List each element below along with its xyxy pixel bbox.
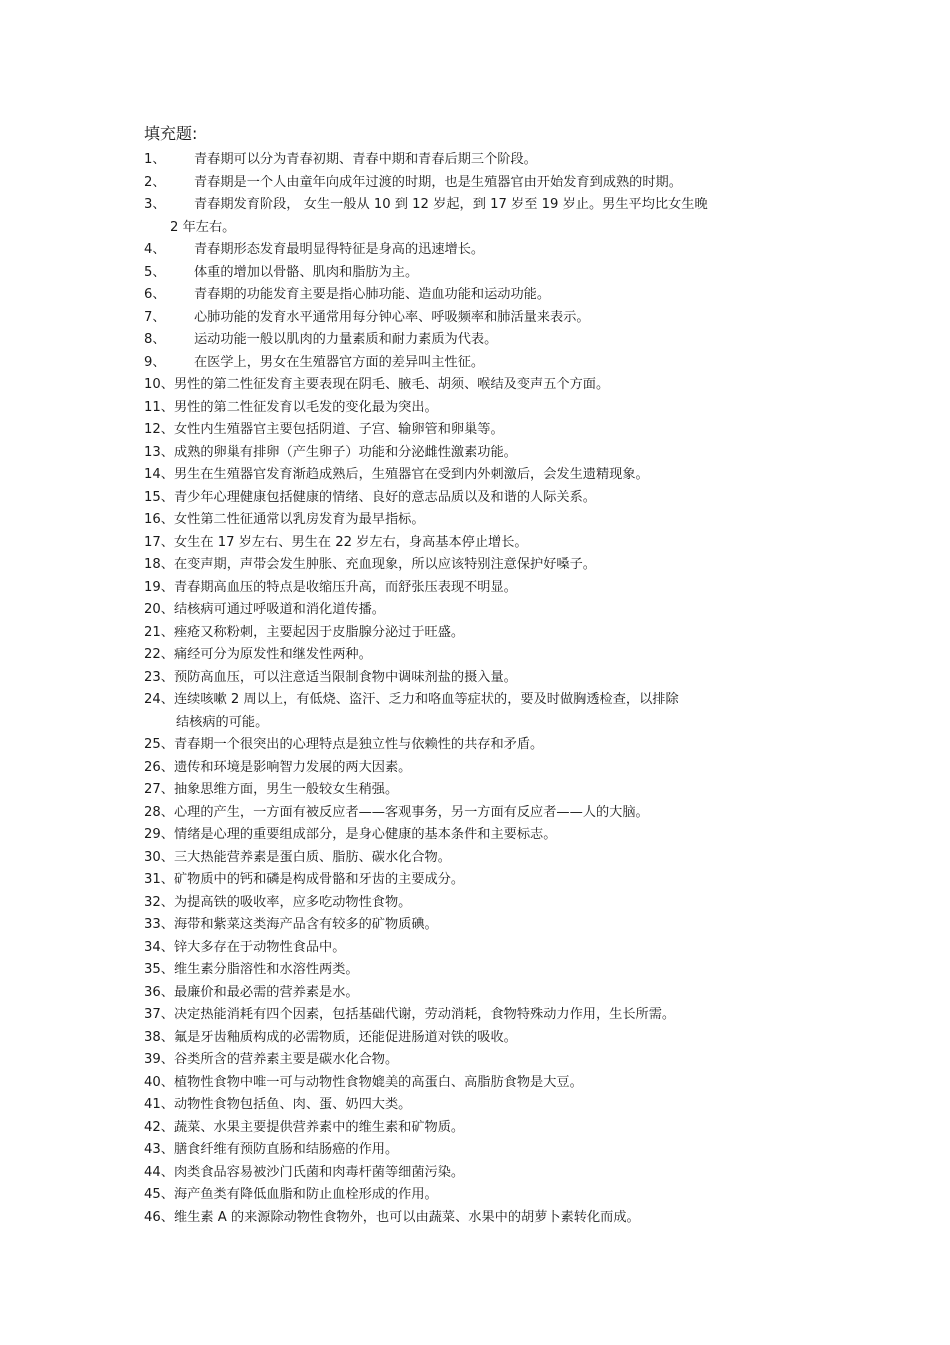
- question-item: [144, 194, 804, 217]
- question-number: 26、: [144, 759, 174, 775]
- question-text: 心肺功能的发育水平通常用每分钟心率、呼吸频率和肺活量来表示。: [194, 309, 590, 325]
- question-number: 25、: [144, 737, 174, 752]
- question-text: 三大热能营养素是蛋白质、脂肪、碳水化合物。: [173, 849, 451, 865]
- question-number: 12、: [144, 422, 174, 437]
- question-item: [144, 577, 804, 600]
- question-text: 痤疮又称粉刺，主要起因于皮脂腺分泌过于旺盛。: [173, 624, 465, 640]
- question-text: 为提高铁的吸收率，应多吃动物性食物。: [173, 894, 412, 910]
- question-text: 运动功能一般以肌肉的力量素质和耐力素质为代表。: [194, 332, 498, 347]
- question-item: [144, 532, 804, 555]
- question-number: 30、: [144, 849, 174, 865]
- question-item: [144, 1004, 804, 1027]
- question-text: 连续咳嗽 2 周以上，有低烧、盗汗、乏力和咯血等症状的，要及时做胸透检查，以排除: [173, 692, 679, 707]
- question-item: [144, 329, 804, 352]
- question-number: 9、: [144, 354, 166, 370]
- question-number: 45、: [144, 1187, 174, 1202]
- question-item: [144, 982, 804, 1005]
- question-text: 男性的第二性征发育以毛发的变化最为突出。: [173, 399, 438, 415]
- question-item: [144, 442, 804, 465]
- question-item: [144, 307, 804, 330]
- question-number: 34、: [144, 939, 174, 955]
- question-number: 33、: [144, 917, 174, 932]
- question-number: 31、: [144, 872, 174, 887]
- question-text: 遗传和环境是影响智力发展的两大因素。: [173, 759, 412, 775]
- question-item: [144, 847, 804, 870]
- question-number: 3、: [144, 197, 166, 212]
- question-text: 锌大多存在于动物性食品中。: [173, 939, 346, 955]
- question-item: [144, 554, 804, 577]
- question-number: 42、: [144, 1119, 174, 1135]
- question-item: [144, 802, 804, 825]
- question-item: [144, 824, 804, 847]
- question-item: [144, 352, 804, 375]
- question-item: [144, 397, 804, 420]
- question-text: 体重的增加以骨骼、肌肉和脂肪为主。: [194, 264, 419, 280]
- question-number: 17、: [144, 534, 174, 550]
- question-item: [144, 689, 804, 712]
- question-item: [144, 667, 804, 690]
- question-item: [144, 599, 804, 622]
- question-continuation: 2 年左右。: [170, 219, 236, 235]
- question-text: 氟是牙齿釉质构成的必需物质，还能促进肠道对铁的吸收。: [173, 1029, 517, 1045]
- question-number: 24、: [144, 692, 174, 707]
- question-text: 青春期是一个人由童年向成年过渡的时期，也是生殖器官由开始发育到成熟的时期。: [194, 174, 682, 190]
- question-number: 11、: [144, 399, 174, 415]
- question-text: 青春期高血压的特点是收缩压升高，而舒张压表现不明显。: [173, 579, 517, 595]
- question-number: 10、: [144, 377, 174, 392]
- question-number: 7、: [144, 309, 166, 325]
- question-continuation: 结核病的可能。: [176, 714, 269, 730]
- question-text: 决定热能消耗有四个因素，包括基础代谢，劳动消耗，食物特殊动力作用，生长所需。: [173, 1007, 676, 1022]
- question-number: 43、: [144, 1142, 174, 1157]
- question-text: 蔬菜、水果主要提供营养素中的维生素和矿物质。: [173, 1119, 465, 1135]
- question-text: 在变声期，声带会发生肿胀、充血现象，所以应该特别注意保护好嗓子。: [173, 557, 596, 572]
- question-number: 40、: [144, 1074, 174, 1090]
- question-list: [144, 149, 804, 1229]
- question-text: 抽象思维方面，男生一般较女生稍强。: [173, 782, 399, 797]
- question-text: 预防高血压，可以注意适当限制食物中调味剂盐的摄入量。: [173, 669, 517, 685]
- question-text: 海产鱼类有降低血脂和防止血栓形成的作用。: [173, 1187, 438, 1202]
- question-text: 青春期可以分为青春初期、青春中期和青春后期三个阶段。: [194, 152, 537, 167]
- question-text: 最廉价和最必需的营养素是水。: [173, 984, 359, 1000]
- question-number: 35、: [144, 962, 174, 977]
- question-item: [144, 892, 804, 915]
- question-number: 4、: [144, 242, 166, 257]
- question-number: 6、: [144, 287, 166, 302]
- question-text: 植物性食物中唯一可与动物性食物媲美的高蛋白、高脂肪食物是大豆。: [173, 1074, 583, 1090]
- question-item: [144, 149, 804, 172]
- question-text: 在医学上，男女在生殖器官方面的差异叫主性征。: [194, 354, 485, 370]
- question-number: 8、: [144, 332, 166, 347]
- question-text: 女性内生殖器官主要包括阴道、子宫、输卵管和卵巢等。: [173, 422, 504, 437]
- question-number: 32、: [144, 894, 174, 910]
- question-item: [144, 1027, 804, 1050]
- question-number: 18、: [144, 557, 174, 572]
- question-text: 维生素 A 的来源除动物性食物外，也可以由蔬菜、水果中的胡萝卜素转化而成。: [173, 1209, 640, 1225]
- question-number: 38、: [144, 1029, 174, 1045]
- question-item: [144, 757, 804, 780]
- question-number: 36、: [144, 984, 174, 1000]
- question-text: 肉类食品容易被沙门氏菌和肉毒杆菌等细菌污染。: [173, 1164, 465, 1180]
- question-item: [144, 1117, 804, 1140]
- question-item: [144, 419, 804, 442]
- question-text: 痛经可分为原发性和继发性两种。: [173, 647, 372, 662]
- question-item: [144, 464, 804, 487]
- question-item: [144, 1049, 804, 1072]
- question-number: 1、: [144, 152, 166, 167]
- question-number: 27、: [144, 782, 174, 797]
- question-text: 维生素分脂溶性和水溶性两类。: [173, 962, 359, 977]
- question-number: 37、: [144, 1007, 174, 1022]
- question-number: 16、: [144, 512, 174, 527]
- question-item: [144, 914, 804, 937]
- question-number: 41、: [144, 1097, 174, 1112]
- question-number: 14、: [144, 467, 174, 482]
- question-number: 20、: [144, 602, 174, 617]
- question-text: 青春期的功能发育主要是指心肺功能、造血功能和运动功能。: [194, 287, 551, 302]
- question-text: 膳食纤维有预防直肠和结肠癌的作用。: [173, 1142, 399, 1157]
- question-item: [144, 959, 804, 982]
- question-text: 情绪是心理的重要组成部分，是身心健康的基本条件和主要标志。: [173, 827, 557, 842]
- question-item: [144, 644, 804, 667]
- question-item: [144, 779, 804, 802]
- question-number: 23、: [144, 669, 174, 685]
- question-item: [144, 1072, 804, 1095]
- question-item: [144, 1094, 804, 1117]
- question-item: [144, 1162, 804, 1185]
- section-title: 填充题:: [144, 124, 198, 143]
- question-item: [144, 1207, 804, 1230]
- question-item: [144, 734, 804, 757]
- question-text: 心理的产生，一方面有被反应者——客观事务，另一方面有反应者——人的大脑。: [173, 804, 649, 820]
- question-text: 动物性食物包括鱼、肉、蛋、奶四大类。: [173, 1097, 412, 1112]
- question-text: 青少年心理健康包括健康的情绪、良好的意志品质以及和谐的人际关系。: [173, 489, 596, 505]
- question-number: 2、: [144, 174, 166, 190]
- question-text: 女生在 17 岁左右、男生在 22 岁左右，身高基本停止增长。: [173, 534, 528, 550]
- question-number: 22、: [144, 647, 174, 662]
- question-number: 13、: [144, 444, 174, 460]
- question-text: 海带和紫菜这类海产品含有较多的矿物质碘。: [173, 917, 438, 932]
- question-number: 46、: [144, 1209, 174, 1225]
- question-text: 女性第二性征通常以乳房发育为最早指标。: [173, 512, 425, 527]
- question-text: 谷类所含的营养素主要是碳水化合物。: [173, 1052, 399, 1067]
- question-text: 结核病可通过呼吸道和消化道传播。: [173, 602, 385, 617]
- question-number: 29、: [144, 827, 174, 842]
- question-number: 39、: [144, 1052, 174, 1067]
- question-item: [144, 239, 804, 262]
- question-number: 28、: [144, 804, 174, 820]
- question-number: 5、: [144, 264, 166, 280]
- question-text: 青春期一个很突出的心理特点是独立性与依赖性的共存和矛盾。: [173, 737, 544, 752]
- question-text: 男生在生殖器官发育渐趋成熟后，生殖器官在受到内外刺激后，会发生遗精现象。: [173, 467, 649, 482]
- question-item: [144, 262, 804, 285]
- question-text: 成熟的卵巢有排卵（产生卵子）功能和分泌雌性激素功能。: [173, 444, 517, 460]
- question-item: [144, 622, 804, 645]
- question-item: [144, 937, 804, 960]
- question-item: [144, 1139, 804, 1162]
- question-text: 男性的第二性征发育主要表现在阴毛、腋毛、胡须、喉结及变声五个方面。: [173, 377, 610, 392]
- question-item: [144, 487, 804, 510]
- question-item: [144, 869, 804, 892]
- question-number: 19、: [144, 579, 174, 595]
- question-item: [144, 509, 804, 532]
- question-item: [144, 172, 804, 195]
- question-number: 21、: [144, 624, 174, 640]
- question-text: 青春期形态发育最明显得特征是身高的迅速增长。: [194, 242, 485, 257]
- question-item: [144, 1184, 804, 1207]
- question-text: 青春期发育阶段， 女生一般从 10 到 12 岁起，到 17 岁至 19 岁止。男生平均比女生晚: [194, 197, 708, 212]
- question-item: [144, 374, 804, 397]
- question-number: 44、: [144, 1164, 174, 1180]
- question-text: 矿物质中的钙和磷是构成骨骼和牙齿的主要成分。: [173, 872, 465, 887]
- question-number: 15、: [144, 489, 174, 505]
- question-item: [144, 284, 804, 307]
